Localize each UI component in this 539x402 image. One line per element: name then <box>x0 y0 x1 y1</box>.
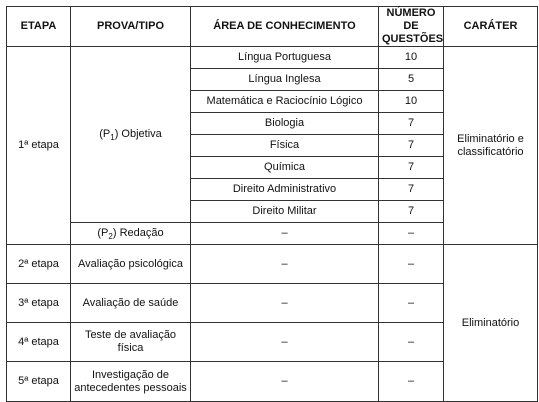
header-numero-questoes: NÚMERO DE QUESTÕES <box>379 7 444 47</box>
carater-classificatorio-cell: Eliminatório e classificatório <box>444 47 538 245</box>
p1-close: ) Objetiva <box>114 128 162 140</box>
questoes-cell: 10 <box>379 47 444 69</box>
header-area-conhecimento: ÁREA DE CONHECIMENTO <box>191 7 379 47</box>
etapa-4-cell: 4ª etapa <box>7 323 71 362</box>
area-cell: Física <box>191 135 379 157</box>
etapa-2-cell: 2ª etapa <box>7 245 71 284</box>
p1-subscript: 1 <box>110 133 115 143</box>
area-cell: Direito Militar <box>191 201 379 223</box>
area-cell: Matemática e Raciocínio Lógico <box>191 91 379 113</box>
questoes-cell: 7 <box>379 179 444 201</box>
questoes-cell: 7 <box>379 113 444 135</box>
etapa-3-cell: 3ª etapa <box>7 284 71 323</box>
header-carater: CARÁTER <box>444 7 538 47</box>
header-row <box>7 7 538 47</box>
prova-cell: Investigação de antecedentes pessoais <box>71 362 191 402</box>
exam-stages-table <box>6 6 538 402</box>
area-cell: Química <box>191 157 379 179</box>
table-row <box>7 245 538 284</box>
area-cell: Língua Inglesa <box>191 69 379 91</box>
header-prova-tipo: PROVA/TIPO <box>71 7 191 47</box>
questoes-cell: – <box>379 223 444 245</box>
etapa-5-cell: 5ª etapa <box>7 362 71 402</box>
area-cell: Biologia <box>191 113 379 135</box>
table-wrapper <box>6 6 538 402</box>
area-cell: – <box>191 323 379 362</box>
questoes-cell: – <box>379 284 444 323</box>
area-cell: – <box>191 223 379 245</box>
questoes-cell: – <box>379 245 444 284</box>
questoes-cell: – <box>379 323 444 362</box>
p1-open: (P <box>99 128 111 140</box>
p2-close: ) Redação <box>112 227 164 239</box>
carater-eliminatorio-cell: Eliminatório <box>444 245 538 402</box>
p2-open: (P <box>97 227 109 239</box>
etapa-1-cell: 1ª etapa <box>7 47 71 245</box>
questoes-cell: – <box>379 362 444 402</box>
table-row <box>7 47 538 69</box>
area-cell: – <box>191 284 379 323</box>
prova-cell: Avaliação psicológica <box>71 245 191 284</box>
questoes-cell: 7 <box>379 201 444 223</box>
area-cell: – <box>191 245 379 284</box>
questoes-cell: 7 <box>379 135 444 157</box>
questoes-cell: 5 <box>379 69 444 91</box>
p2-subscript: 2 <box>108 232 113 242</box>
area-cell: – <box>191 362 379 402</box>
questoes-cell: 7 <box>379 157 444 179</box>
area-cell: Língua Portuguesa <box>191 47 379 69</box>
area-cell: Direito Administrativo <box>191 179 379 201</box>
header-etapa: ETAPA <box>7 7 71 47</box>
questoes-cell: 10 <box>379 91 444 113</box>
prova-objetiva-cell <box>71 47 191 223</box>
prova-cell: Avaliação de saúde <box>71 284 191 323</box>
prova-cell: Teste de avaliação física <box>71 323 191 362</box>
prova-redacao-cell <box>71 223 191 245</box>
